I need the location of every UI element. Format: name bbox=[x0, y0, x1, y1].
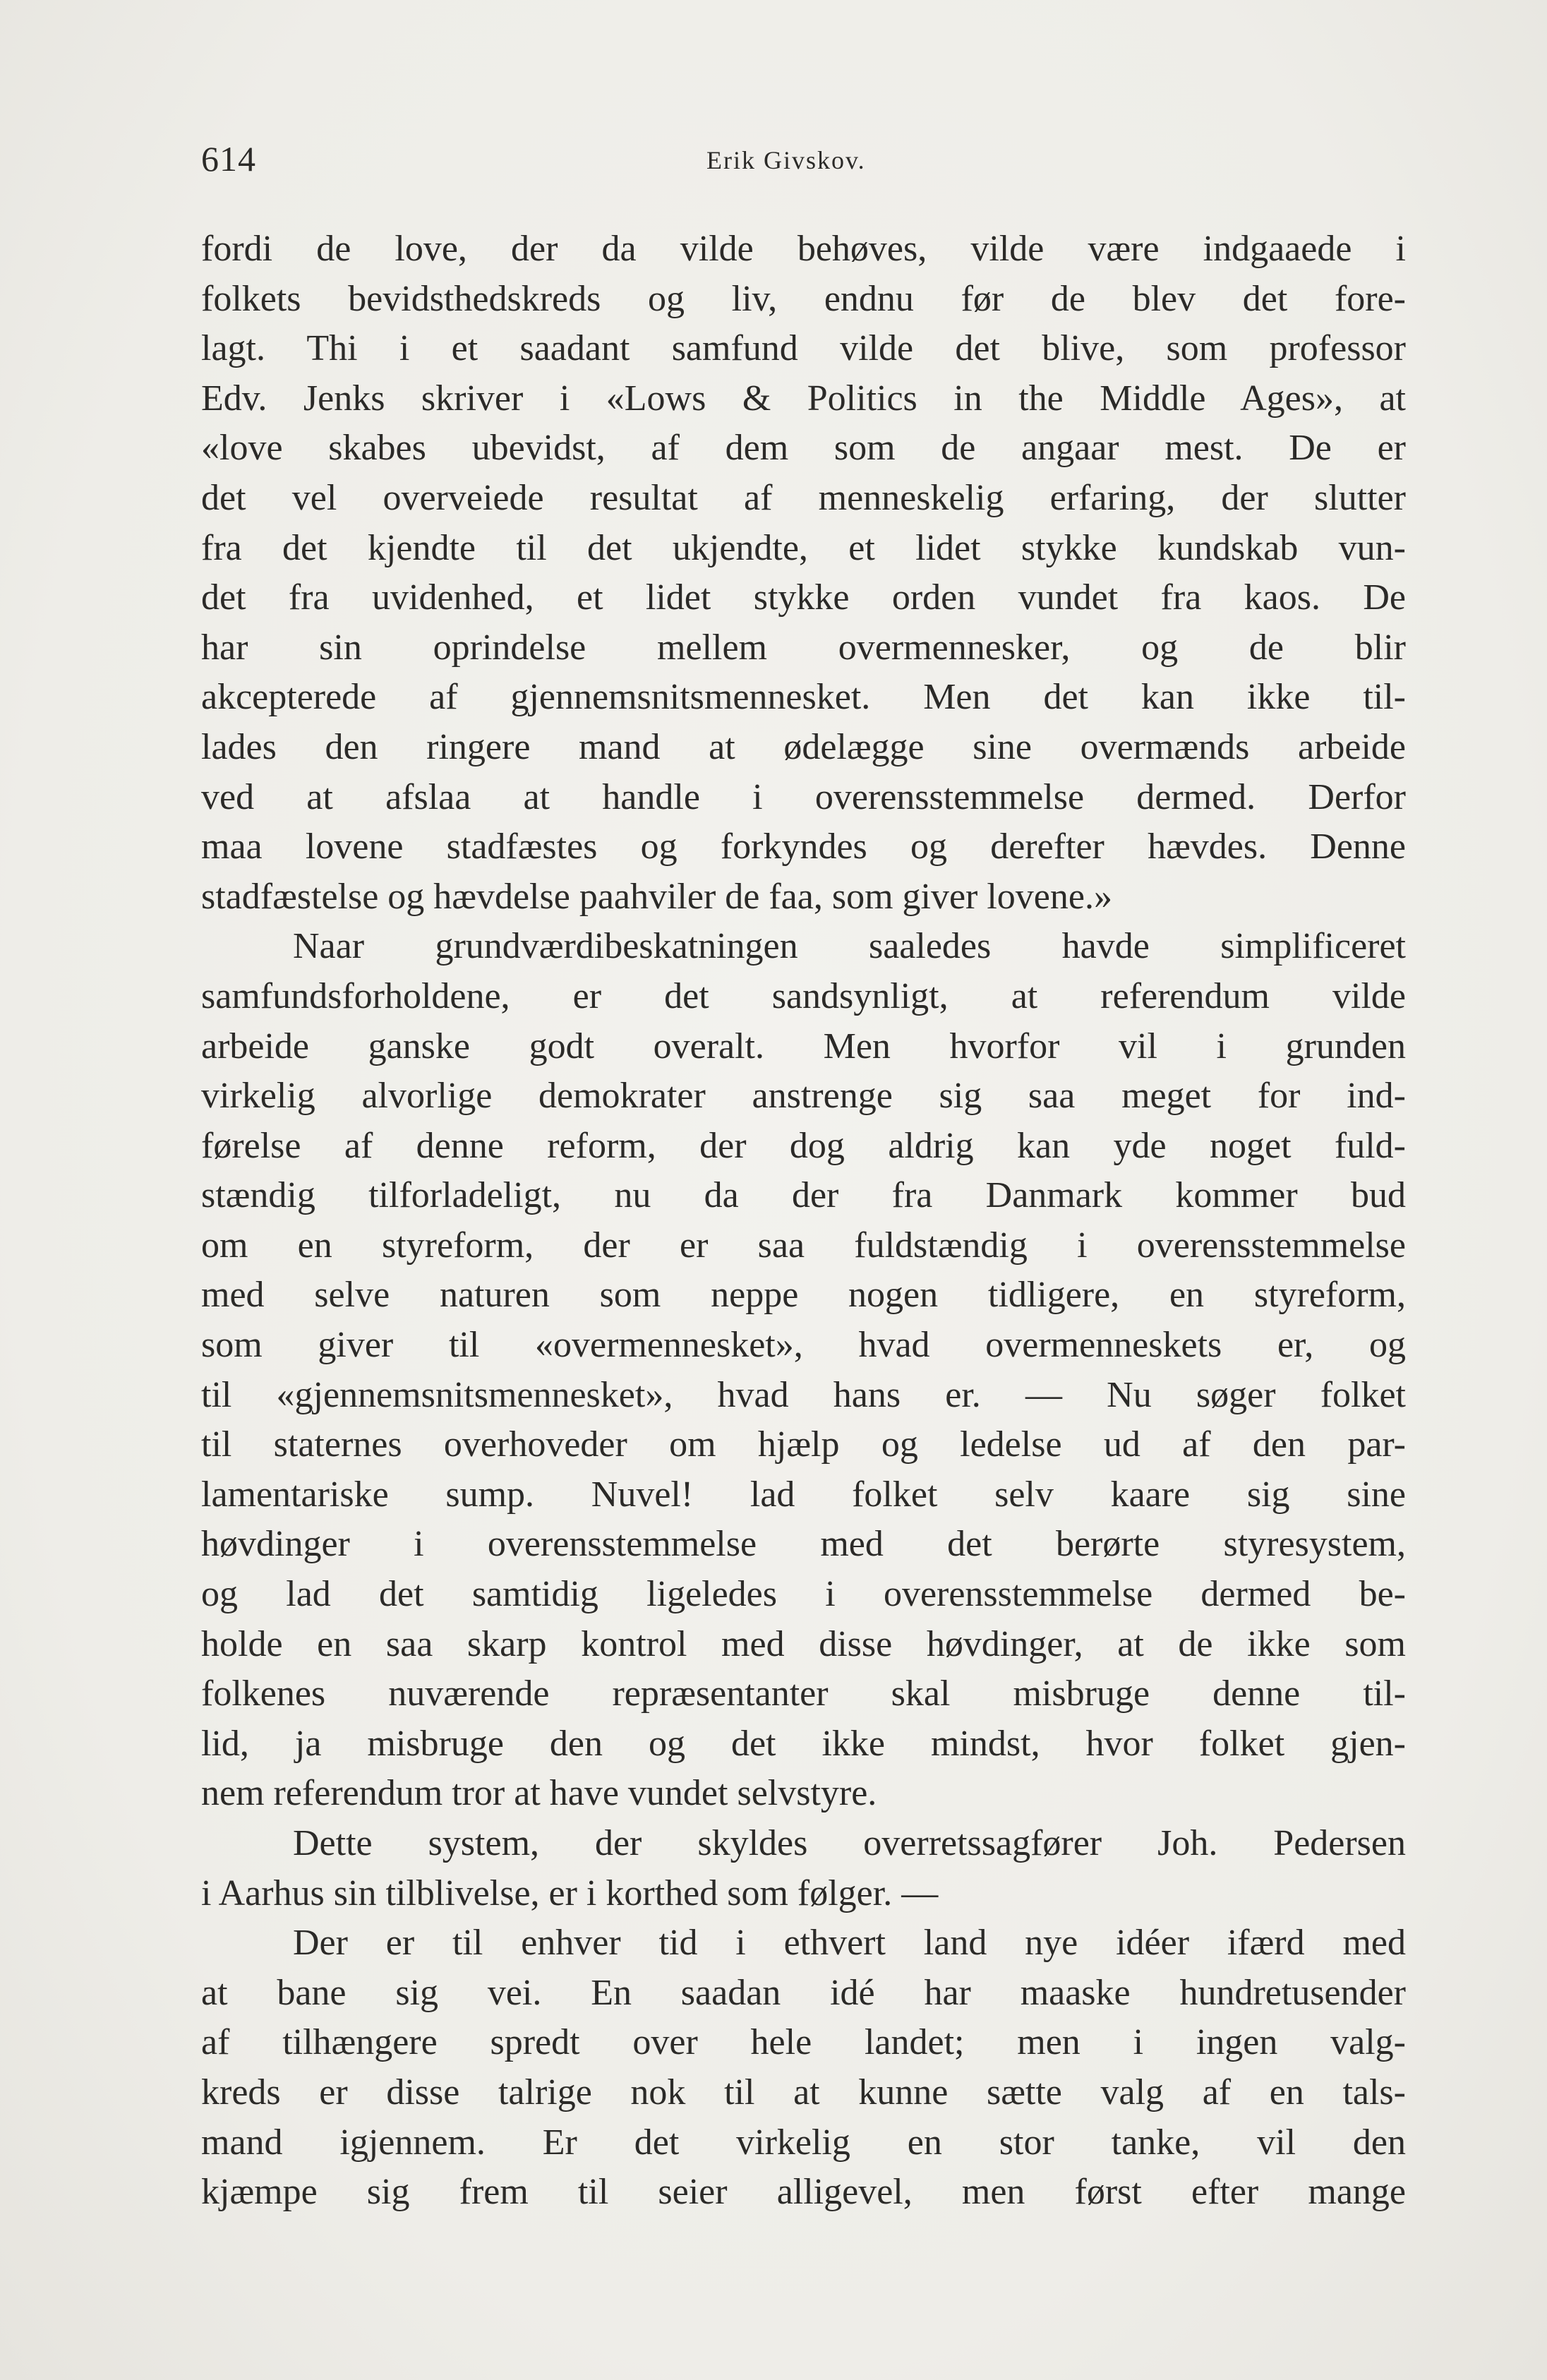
text-line: Der er til enhver tid i ethvert land nye idéer ifærd med bbox=[293, 1923, 1406, 1964]
text-line: stadfæstelse og hævdelse paahviler de faa, som giver lovene.» bbox=[201, 876, 1112, 917]
body-text bbox=[201, 224, 1406, 2218]
text-line: i Aarhus sin tilblivelse, er i korthed som følger. — bbox=[201, 1873, 939, 1913]
text-line: holde en saa skarp kontrol med disse høvdinger, at de ikke som bbox=[201, 1623, 1406, 1664]
text-line: virkelig alvorlige demokrater anstrenge sig saa meget for ind- bbox=[201, 1076, 1406, 1117]
text-line: til «gjennemsnitsmennesket», hvad hans er. — Nu søger folket bbox=[201, 1374, 1406, 1415]
text-line: samfundsforholdene, er det sandsynligt, at referendum vilde bbox=[201, 975, 1406, 1016]
text-line: lamentariske sump. Nuvel! lad folket selv kaare sig sine bbox=[201, 1474, 1406, 1515]
text-line: «love skabes ubevidst, af dem som de angaar mest. De er bbox=[201, 428, 1406, 469]
text-line: Dette system, der skyldes overretssagfører Joh. Pedersen bbox=[293, 1823, 1406, 1863]
text-line: at bane sig vei. En saadan idé har maaske hundretusender bbox=[201, 1972, 1406, 2013]
page-header bbox=[201, 138, 1401, 181]
text-line: kjæmpe sig frem til seier alligevel, men først efter mange bbox=[201, 2172, 1406, 2213]
text-line: lagt. Thi i et saadant samfund vilde det blive, som professor bbox=[201, 328, 1406, 369]
text-line: det vel overveiede resultat af menneskelig erfaring, der slutter bbox=[201, 477, 1406, 518]
page-number: 614 bbox=[201, 139, 256, 179]
text-line: om en styreform, der er saa fuldstændig i overensstemmelse bbox=[201, 1225, 1406, 1266]
text-line: kreds er disse talrige nok til at kunne sætte valg af en tals- bbox=[201, 2072, 1406, 2112]
text-line: fordi de love, der da vilde behøves, vilde være indgaaede i bbox=[201, 229, 1406, 269]
text-line: til staternes overhoveder om hjælp og ledelse ud af den par- bbox=[201, 1424, 1406, 1465]
text-line: med selve naturen som neppe nogen tidligere, en styreform, bbox=[201, 1275, 1406, 1316]
text-line: mand igjennem. Er det virkelig en stor tanke, vil den bbox=[201, 2122, 1406, 2163]
text-line: lid, ja misbruge den og det ikke mindst, hvor folket gjen- bbox=[201, 1723, 1406, 1764]
text-line: folkenes nuværende repræsentanter skal misbruge denne til- bbox=[201, 1673, 1406, 1714]
text-line: ved at afslaa at handle i overensstemmelse dermed. Derfor bbox=[201, 776, 1406, 817]
text-line: stændig tilforladeligt, nu da der fra Danmark kommer bud bbox=[201, 1175, 1406, 1216]
text-line: høvdinger i overensstemmelse med det berørte styresystem, bbox=[201, 1524, 1406, 1565]
text-line: folkets bevidsthedskreds og liv, endnu før de blev det fore- bbox=[201, 278, 1406, 319]
running-head: Erik Givskov. bbox=[706, 146, 866, 174]
text-line: akcepterede af gjennemsnitsmennesket. Men det kan ikke til- bbox=[201, 677, 1406, 718]
text-line: det fra uvidenhed, et lidet stykke orden vundet fra kaos. De bbox=[201, 577, 1406, 618]
text-line: har sin oprindelse mellem overmennesker, og de blir bbox=[201, 627, 1406, 668]
text-line: som giver til «overmennesket», hvad overmenneskets er, og bbox=[201, 1325, 1406, 1366]
text-line: nem referendum tror at have vundet selvstyre. bbox=[201, 1773, 877, 1814]
text-line: fra det kjendte til det ukjendte, et lidet stykke kundskab vun- bbox=[201, 527, 1406, 568]
text-line: Edv. Jenks skriver i «Lows & Politics in the Middle Ages», at bbox=[201, 378, 1406, 419]
text-line: førelse af denne reform, der dog aldrig kan yde noget fuld- bbox=[201, 1125, 1406, 1166]
text-line: Naar grundværdibeskatningen saaledes havde simplificeret bbox=[293, 926, 1406, 967]
text-line: lades den ringere mand at ødelægge sine overmænds arbeide bbox=[201, 726, 1406, 767]
text-line: maa lovene stadfæstes og forkyndes og derefter hævdes. Denne bbox=[201, 827, 1406, 867]
text-line: og lad det samtidig ligeledes i overensstemmelse dermed be- bbox=[201, 1574, 1406, 1615]
text-line: arbeide ganske godt overalt. Men hvorfor vil i grunden bbox=[201, 1026, 1406, 1066]
text-line: af tilhængere spredt over hele landet; men i ingen valg- bbox=[201, 2022, 1406, 2063]
